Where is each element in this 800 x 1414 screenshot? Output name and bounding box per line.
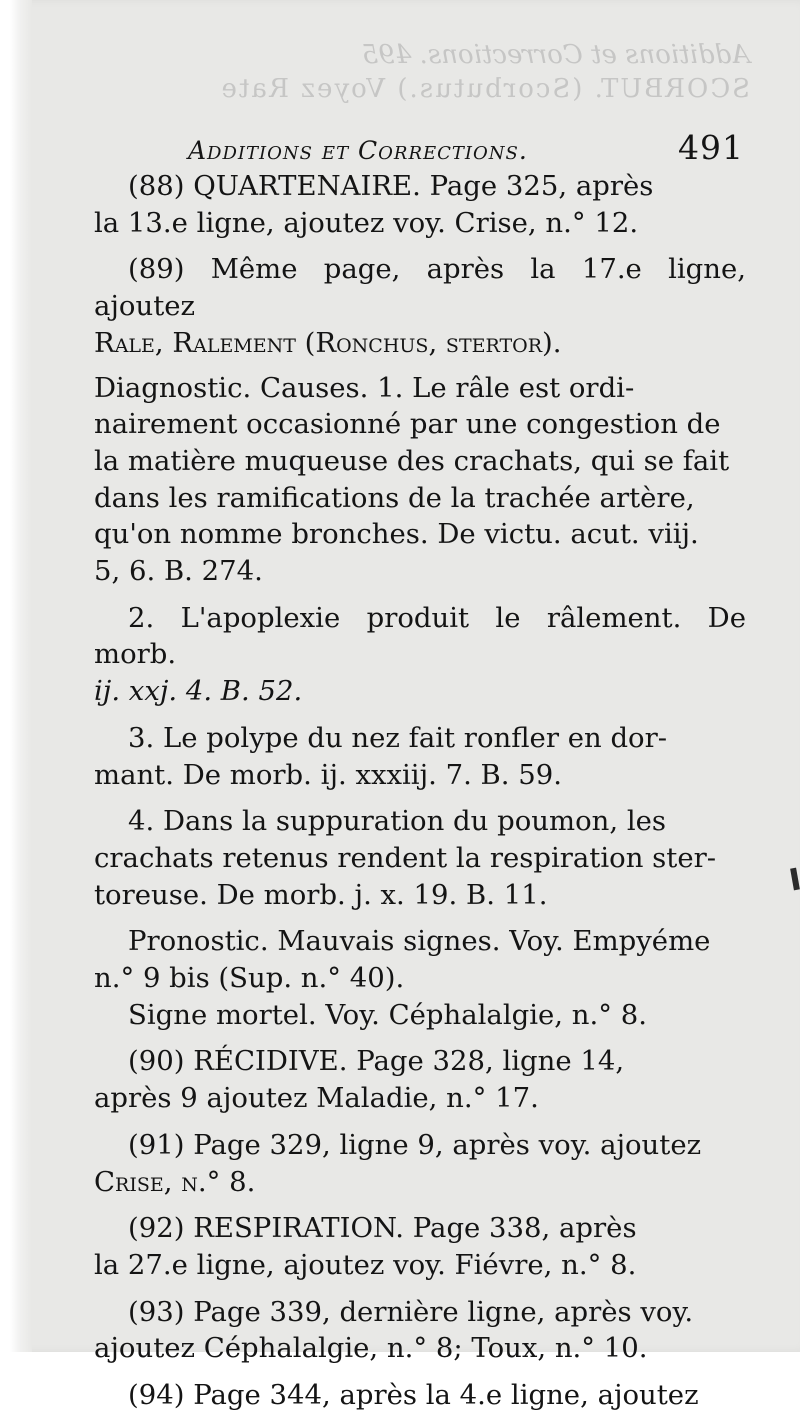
entry-90 (94, 1043, 746, 1116)
body-text (94, 168, 746, 1414)
page-edge-shadow (10, 0, 32, 1352)
entry-92-line-1: (92) RESPIRATION. Page 338, après (128, 1212, 637, 1245)
entry-94 (94, 1377, 746, 1414)
entry-90-line-1: (90) RÉCIDIVE. Page 328, ligne 14, (128, 1045, 625, 1078)
signe-mortel-paragraph (94, 997, 746, 1034)
entry-88 (94, 168, 746, 241)
entry-91-line-1: (91) Page 329, ligne 9, après voy. ajoutez (128, 1128, 702, 1161)
item-4-paragraph (94, 803, 746, 913)
entry-89-line-2: Rale, Ralement (Ronchus, stertor). (94, 326, 562, 359)
item-2-line-2: ij. xxj. 4. B. 52. (94, 675, 303, 708)
entry-89-line-1: (89) Même page, après la 17.e ligne, ajoutez (94, 253, 746, 323)
entry-92-line-2: la 27.e ligne, ajoutez voy. Fiévre, n.° 8. (94, 1248, 637, 1281)
item-2-paragraph (94, 600, 746, 710)
entry-89 (94, 251, 746, 361)
pronostic-line-1: Pronostic. Mauvais signes. Voy. Empyéme (128, 925, 711, 958)
diagnostic-line-5: qu'on nomme bronches. De victu. acut. viij. (94, 518, 699, 551)
item-3-line-2: mant. De morb. ij. xxxiij. 7. B. 59. (94, 758, 562, 791)
entry-91-line-2: Crise, n.° 8. (94, 1165, 256, 1198)
entry-90-line-2: après 9 ajoutez Maladie, n.° 17. (94, 1082, 539, 1115)
page-number: 491 (678, 128, 744, 167)
margin-mark (790, 868, 800, 891)
diagnostic-line-3: la matière muqueuse des crachats, qui se fait (94, 444, 730, 477)
entry-94-line-1: (94) Page 344, après la 4.e ligne, ajoutez (128, 1379, 699, 1412)
entry-91 (94, 1127, 746, 1200)
diagnostic-line-1: Diagnostic. Causes. 1. Le râle est ordi- (94, 371, 635, 404)
book-page (10, 0, 800, 1412)
item-2-line-1: 2. L'apoplexie produit le râlement. De morb. (94, 601, 746, 671)
diagnostic-line-2: nairement occasionné par une congestion de (94, 408, 721, 441)
header-title: Additions et Corrections. (188, 136, 528, 165)
entry-93-line-1: (93) Page 339, dernière ligne, après voy. (128, 1295, 694, 1328)
item-3-paragraph (94, 720, 746, 793)
entry-88-line-1: (88) QUARTENAIRE. Page 325, après (128, 170, 654, 202)
diagnostic-paragraph (94, 370, 746, 590)
pronostic-line-2: n.° 9 bis (Sup. n.° 40). (94, 962, 405, 995)
diagnostic-line-6: 5, 6. B. 274. (94, 555, 263, 588)
diagnostic-line-4: dans les ramifications de la trachée artère, (94, 481, 695, 514)
entry-93 (94, 1294, 746, 1367)
item-4-line-3: toreuse. De morb. j. x. 19. B. 11. (94, 878, 548, 911)
item-3-line-1: 3. Le polype du nez fait ronfler en dor- (128, 721, 668, 754)
entry-88-line-2: la 13.e ligne, ajoutez voy. Crise, n.° 12. (94, 206, 639, 239)
entry-92 (94, 1210, 746, 1283)
item-4-line-1: 4. Dans la suppuration du poumon, les (128, 805, 666, 838)
show-through-text: Additions et Corrections. 495 SCORBUT. (Scorbutus.) Voyez Rate (219, 40, 750, 104)
entry-93-line-2: ajoutez Céphalalgie, n.° 8; Toux, n.° 10. (94, 1332, 648, 1365)
item-4-line-2: crachats retenus rendent la respiration ster- (94, 841, 717, 874)
pronostic-paragraph (94, 923, 746, 996)
signe-mortel-line: Signe mortel. Voy. Céphalalgie, n.° 8. (128, 998, 647, 1031)
running-header (188, 128, 744, 172)
